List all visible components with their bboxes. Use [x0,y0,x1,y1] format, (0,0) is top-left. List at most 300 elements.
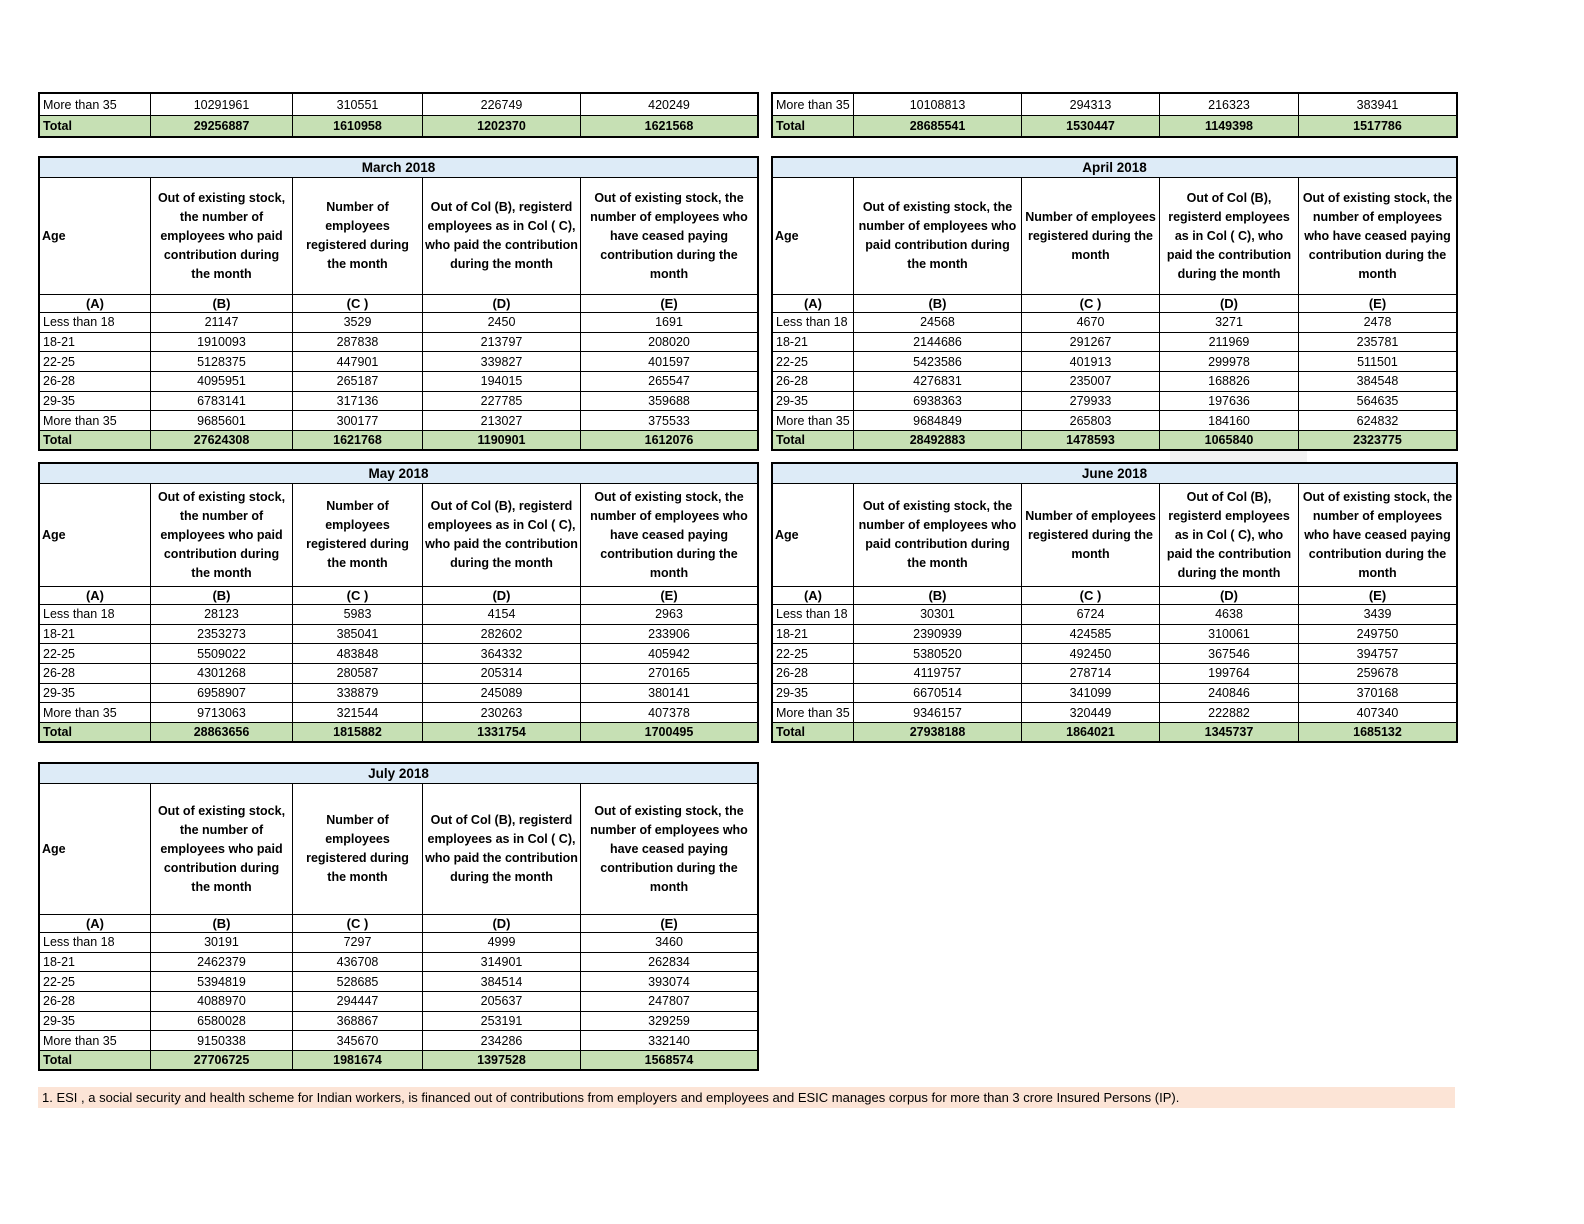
total-row [40,722,757,742]
value-cell: 168826 [1159,372,1298,391]
value-cell: 4301268 [150,664,292,683]
value-cell: 194015 [422,372,580,391]
value-cell: 1530447 [1021,116,1159,136]
age-cell: 22-25 [776,354,808,369]
table-row [773,332,1456,352]
month-title: April 2018 [1082,160,1147,175]
column-letter-cell: (A) [85,296,105,311]
age-cell: 22-25 [43,354,75,369]
value-cell: 24568 [853,313,1021,332]
col-c-header: Number of employees registered during the month [292,784,422,914]
col-b-header: Out of existing stock, the number of employees who paid contribution during the month [150,178,292,294]
total-row [773,115,1456,136]
age-cell: More than 35 [43,705,117,720]
table-row [40,991,757,1011]
value-cell: 407340 [1298,703,1456,722]
value-cell: 394757 [1298,644,1456,663]
value-cell: 4154 [422,605,580,624]
column-letter-cell: (A) [85,588,105,603]
value-cell: 341099 [1021,684,1159,703]
age-cell: 22-25 [776,646,808,661]
age-cell: 29-35 [43,685,75,700]
table-row [773,391,1456,411]
value-cell: 2462379 [150,953,292,972]
value-cell: 380141 [580,684,757,703]
value-cell: 339827 [422,352,580,371]
age-cell: Less than 18 [776,315,848,330]
table-row [773,663,1456,683]
value-cell: 299978 [1159,352,1298,371]
value-cell: 6783141 [150,392,292,411]
age-cell: 18-21 [43,626,75,641]
total-row [773,430,1456,450]
column-header-row [773,177,1456,294]
table-row [773,604,1456,624]
table-row [40,663,757,683]
age-cell: 18-21 [776,626,808,641]
table-march [38,156,759,451]
value-cell: 314901 [422,953,580,972]
value-cell: 401913 [1021,352,1159,371]
value-cell: 259678 [1298,664,1456,683]
total-label-cell: Total [43,1053,72,1068]
table-row [773,683,1456,703]
value-cell: 384548 [1298,372,1456,391]
value-cell: 9150338 [150,1031,292,1050]
total-row [40,430,757,450]
value-cell: 345670 [292,1031,422,1050]
value-cell: 447901 [292,352,422,371]
column-header-row [40,483,757,586]
col-e-header: Out of existing stock, the number of employees who have ceased paying contribution during the month [580,484,757,586]
col-e-header: Out of existing stock, the number of employees who have ceased paying contribution during the month [1298,178,1456,294]
age-cell: More than 35 [43,97,117,112]
value-cell: 5394819 [150,972,292,991]
value-cell: 1190901 [422,431,580,450]
value-cell: 401597 [580,352,757,371]
age-cell: 29-35 [43,393,75,408]
table-row [773,94,1456,115]
value-cell: 1345737 [1159,723,1298,742]
value-cell: 1981674 [292,1051,422,1070]
value-cell: 2390939 [853,625,1021,644]
col-b-header: Out of existing stock, the number of employees who paid contribution during the month [150,784,292,914]
age-cell: 29-35 [776,685,808,700]
column-letter-cell: (B) [853,587,1021,604]
age-cell: 26-28 [776,374,808,389]
value-cell: 1685132 [1298,723,1456,742]
column-letter-cell: (E) [580,587,757,604]
table-row [773,410,1456,430]
table-row [40,702,757,722]
age-cell: Less than 18 [43,935,115,950]
value-cell: 5983 [292,605,422,624]
age-cell: 18-21 [43,954,75,969]
value-cell: 245089 [422,684,580,703]
value-cell: 4638 [1159,605,1298,624]
value-cell: 564635 [1298,392,1456,411]
table-row [40,624,757,644]
value-cell: 247807 [580,992,757,1011]
value-cell: 1478593 [1021,431,1159,450]
value-cell: 2353273 [150,625,292,644]
month-header-row [40,764,757,783]
column-letters-row [773,294,1456,312]
value-cell: 1517786 [1298,116,1456,136]
value-cell: 3460 [580,933,757,952]
value-cell: 3271 [1159,313,1298,332]
table-row [40,94,757,115]
column-letter-cell: (E) [580,915,757,932]
value-cell: 262834 [580,953,757,972]
table-row [40,1011,757,1031]
value-cell: 483848 [292,644,422,663]
col-d-header: Out of Col (B), registerd employees as in Col ( C), who paid the contribution during the month [422,178,580,294]
value-cell: 300177 [292,411,422,430]
column-letter-cell: (B) [853,295,1021,312]
value-cell: 338879 [292,684,422,703]
value-cell: 4095951 [150,372,292,391]
value-cell: 205637 [422,992,580,1011]
value-cell: 3529 [292,313,422,332]
value-cell: 270165 [580,664,757,683]
column-letter-cell: (E) [580,295,757,312]
age-cell: Less than 18 [776,607,848,622]
age-cell: Less than 18 [43,315,115,330]
value-cell: 265547 [580,372,757,391]
value-cell: 205314 [422,664,580,683]
total-label-cell: Total [776,433,805,448]
age-column-header: Age [42,228,66,243]
col-e-header: Out of existing stock, the number of employees who have ceased paying contribution during the month [1298,484,1456,586]
total-label-cell: Total [776,119,805,133]
value-cell: 492450 [1021,644,1159,663]
value-cell: 279933 [1021,392,1159,411]
value-cell: 278714 [1021,664,1159,683]
column-letter-cell: (D) [1159,587,1298,604]
age-cell: 29-35 [776,393,808,408]
value-cell: 222882 [1159,703,1298,722]
column-letter-cell: (D) [422,915,580,932]
value-cell: 6580028 [150,1012,292,1031]
table-row [40,604,757,624]
table-july [38,762,759,1071]
value-cell: 226749 [422,94,580,115]
table-row [40,391,757,411]
age-cell: More than 35 [776,97,850,112]
value-cell: 1700495 [580,723,757,742]
value-cell: 310551 [292,94,422,115]
value-cell: 233906 [580,625,757,644]
month-header-row [40,158,757,177]
col-c-header: Number of employees registered during the month [292,178,422,294]
value-cell: 294447 [292,992,422,1011]
table-row [40,952,757,972]
table-row [773,702,1456,722]
column-header-row [773,483,1456,586]
column-letter-cell: (B) [150,915,292,932]
month-header-row [773,464,1456,483]
value-cell: 9713063 [150,703,292,722]
age-cell: 18-21 [43,334,75,349]
value-cell: 28492883 [853,431,1021,450]
value-cell: 230263 [422,703,580,722]
value-cell: 28863656 [150,723,292,742]
column-letter-cell: (C ) [1021,587,1159,604]
table-row [773,643,1456,663]
value-cell: 235781 [1298,333,1456,352]
age-cell: 26-28 [43,374,75,389]
total-label-cell: Total [776,725,805,740]
value-cell: 370168 [1298,684,1456,703]
value-cell: 27706725 [150,1051,292,1070]
col-b-header: Out of existing stock, the number of employees who paid contribution during the month [150,484,292,586]
value-cell: 424585 [1021,625,1159,644]
total-label-cell: Total [43,725,72,740]
value-cell: 213027 [422,411,580,430]
value-cell: 197636 [1159,392,1298,411]
column-letters-row [40,586,757,604]
value-cell: 199764 [1159,664,1298,683]
value-cell: 1065840 [1159,431,1298,450]
col-e-header: Out of existing stock, the number of employees who have ceased paying contribution during the month [580,784,757,914]
value-cell: 5380520 [853,644,1021,663]
table-row [40,332,757,352]
value-cell: 4088970 [150,992,292,1011]
value-cell: 383941 [1298,94,1456,115]
value-cell: 1397528 [422,1051,580,1070]
value-cell: 235007 [1021,372,1159,391]
value-cell: 310061 [1159,625,1298,644]
value-cell: 30301 [853,605,1021,624]
table-top-right-partial [771,92,1458,138]
column-letter-cell: (C ) [1021,295,1159,312]
value-cell: 385041 [292,625,422,644]
month-title: June 2018 [1081,466,1148,481]
value-cell: 216323 [1159,94,1298,115]
value-cell: 420249 [580,94,757,115]
value-cell: 5423586 [853,352,1021,371]
value-cell: 213797 [422,333,580,352]
value-cell: 27938188 [853,723,1021,742]
column-letter-cell: (B) [150,587,292,604]
value-cell: 375533 [580,411,757,430]
col-b-header: Out of existing stock, the number of employees who paid contribution during the month [853,484,1021,586]
column-letter-cell: (E) [1298,587,1456,604]
value-cell: 4999 [422,933,580,952]
value-cell: 1568574 [580,1051,757,1070]
column-letter-cell: (B) [150,295,292,312]
value-cell: 436708 [292,953,422,972]
value-cell: 9685601 [150,411,292,430]
value-cell: 407378 [580,703,757,722]
age-cell: More than 35 [43,1033,117,1048]
value-cell: 320449 [1021,703,1159,722]
table-row [40,683,757,703]
value-cell: 359688 [580,392,757,411]
value-cell: 280587 [292,664,422,683]
value-cell: 9684849 [853,411,1021,430]
value-cell: 329259 [580,1012,757,1031]
value-cell: 29256887 [150,116,292,136]
table-row [773,624,1456,644]
value-cell: 211969 [1159,333,1298,352]
age-cell: 22-25 [43,646,75,661]
value-cell: 5128375 [150,352,292,371]
value-cell: 249750 [1298,625,1456,644]
value-cell: 6724 [1021,605,1159,624]
total-row [40,115,757,136]
value-cell: 317136 [292,392,422,411]
col-d-header: Out of Col (B), registerd employees as in Col ( C), who paid the contribution during the month [1159,178,1298,294]
value-cell: 1612076 [580,431,757,450]
value-cell: 367546 [1159,644,1298,663]
value-cell: 291267 [1021,333,1159,352]
value-cell: 364332 [422,644,580,663]
column-letters-row [773,586,1456,604]
value-cell: 393074 [580,972,757,991]
value-cell: 282602 [422,625,580,644]
month-title: March 2018 [361,160,436,175]
age-column-header: Age [42,841,66,856]
value-cell: 1910093 [150,333,292,352]
column-letter-cell: (A) [85,916,105,931]
value-cell: 1621768 [292,431,422,450]
value-cell: 1331754 [422,723,580,742]
value-cell: 234286 [422,1031,580,1050]
age-column-header: Age [775,527,799,542]
value-cell: 511501 [1298,352,1456,371]
age-cell: 29-35 [43,1013,75,1028]
value-cell: 2963 [580,605,757,624]
column-letter-cell: (C ) [292,587,422,604]
age-cell: 26-28 [776,666,808,681]
value-cell: 405942 [580,644,757,663]
age-cell: 22-25 [43,974,75,989]
col-d-header: Out of Col (B), registerd employees as in Col ( C), who paid the contribution during the month [422,484,580,586]
footnote: 1. ESI , a social security and health scheme for Indian workers, is financed out of contributions from employers and employees and ESIC manages corpus for more than 3 crore Insured Persons (IP). [38,1087,1455,1108]
value-cell: 1202370 [422,116,580,136]
value-cell: 265187 [292,372,422,391]
column-letter-cell: (D) [422,295,580,312]
column-letter-cell: (D) [422,587,580,604]
value-cell: 321544 [292,703,422,722]
column-letter-cell: (C ) [292,915,422,932]
value-cell: 294313 [1021,94,1159,115]
value-cell: 10291961 [150,94,292,115]
age-cell: More than 35 [43,413,117,428]
table-may [38,462,759,743]
value-cell: 1864021 [1021,723,1159,742]
table-row [40,971,757,991]
value-cell: 5509022 [150,644,292,663]
col-c-header: Number of employees registered during the month [292,484,422,586]
value-cell: 384514 [422,972,580,991]
value-cell: 1149398 [1159,116,1298,136]
value-cell: 208020 [580,333,757,352]
column-letter-cell: (A) [803,588,823,603]
table-row [40,932,757,952]
value-cell: 265803 [1021,411,1159,430]
value-cell: 28685541 [853,116,1021,136]
col-d-header: Out of Col (B), registerd employees as in Col ( C), who paid the contribution during the month [1159,484,1298,586]
table-june [771,462,1458,743]
value-cell: 6670514 [853,684,1021,703]
total-row [40,1050,757,1070]
table-row [40,312,757,332]
age-cell: 18-21 [776,334,808,349]
age-cell: More than 35 [776,705,850,720]
value-cell: 2144686 [853,333,1021,352]
value-cell: 28123 [150,605,292,624]
value-cell: 10108813 [853,94,1021,115]
value-cell: 253191 [422,1012,580,1031]
value-cell: 1610958 [292,116,422,136]
col-d-header: Out of Col (B), registerd employees as in Col ( C), who paid the contribution during the month [422,784,580,914]
age-column-header: Age [775,228,799,243]
value-cell: 624832 [1298,411,1456,430]
table-row [40,643,757,663]
value-cell: 6938363 [853,392,1021,411]
value-cell: 240846 [1159,684,1298,703]
age-cell: 26-28 [43,994,75,1009]
value-cell: 30191 [150,933,292,952]
column-letter-cell: (C ) [292,295,422,312]
value-cell: 3439 [1298,605,1456,624]
col-c-header: Number of employees registered during the month [1021,178,1159,294]
table-row [40,1030,757,1050]
column-letters-row [40,294,757,312]
column-header-row [40,177,757,294]
table-row [773,351,1456,371]
column-letter-cell: (A) [803,296,823,311]
value-cell: 4670 [1021,313,1159,332]
age-cell: 26-28 [43,666,75,681]
month-title: July 2018 [368,766,429,781]
value-cell: 184160 [1159,411,1298,430]
col-b-header: Out of existing stock, the number of employees who paid contribution during the month [853,178,1021,294]
col-e-header: Out of existing stock, the number of employees who have ceased paying contribution during the month [580,178,757,294]
month-title: May 2018 [368,466,429,481]
value-cell: 7297 [292,933,422,952]
table-row [40,351,757,371]
value-cell: 9346157 [853,703,1021,722]
column-letter-cell: (E) [1298,295,1456,312]
total-label-cell: Total [43,433,72,448]
column-letters-row [40,914,757,932]
table-top-left-partial [38,92,759,138]
value-cell: 4276831 [853,372,1021,391]
value-cell: 1691 [580,313,757,332]
value-cell: 368867 [292,1012,422,1031]
age-cell: More than 35 [776,413,850,428]
value-cell: 2450 [422,313,580,332]
value-cell: 27624308 [150,431,292,450]
value-cell: 4119757 [853,664,1021,683]
total-row [773,722,1456,742]
age-column-header: Age [42,527,66,542]
month-header-row [773,158,1456,177]
age-cell: Less than 18 [43,607,115,622]
value-cell: 287838 [292,333,422,352]
month-header-row [40,464,757,483]
total-label-cell: Total [43,119,72,133]
column-header-row [40,783,757,914]
table-april [771,156,1458,451]
value-cell: 1621568 [580,116,757,136]
value-cell: 21147 [150,313,292,332]
table-row [773,371,1456,391]
